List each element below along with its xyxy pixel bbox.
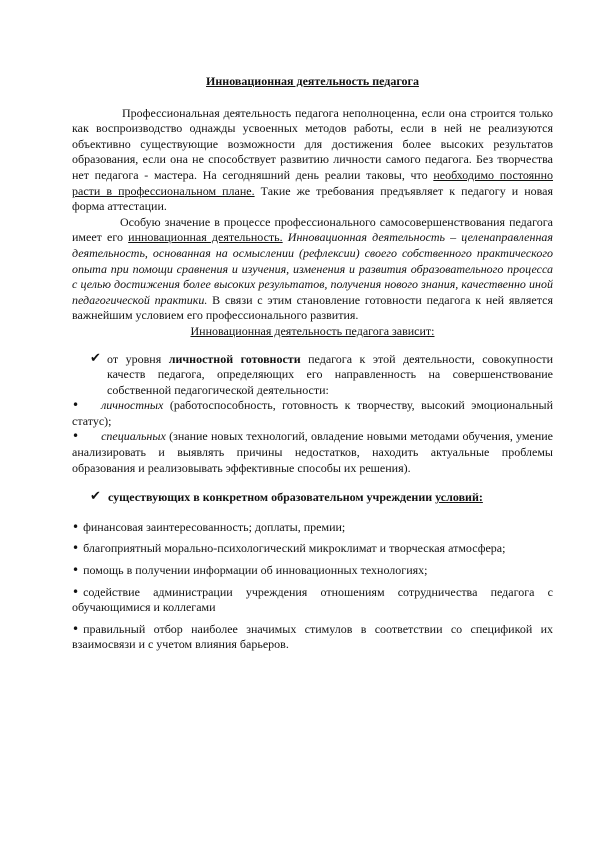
conditions-bold: существующих в конкретном образовательном учреждении <box>108 490 436 505</box>
bullet-icon: • <box>72 584 80 599</box>
innovation-text-1: Особую значение в процессе профессионального самосовершенствования педагога имеет его <box>72 214 553 245</box>
list-item <box>72 541 553 557</box>
condition-text: финансовая заинтересованность; доплаты, премии; <box>83 519 346 534</box>
list-item <box>72 520 553 536</box>
paragraph-intro <box>72 106 553 215</box>
conditions-bold-underlined: условий: <box>435 490 483 505</box>
intro-text-2: Такие же требования предъявляет к педагогу и новая форма аттестации. <box>72 183 553 214</box>
readiness-text-1: от уровня <box>107 351 169 366</box>
readiness-bold: личностной готовности <box>168 351 301 366</box>
bullet-label: личностных <box>101 398 164 413</box>
checkmark-icon: ✔ <box>90 489 101 505</box>
list-item <box>72 563 553 579</box>
bullet-icon: • <box>72 621 80 636</box>
list-item <box>72 429 553 476</box>
section-subheading: Инновационная деятельность педагога зависит: <box>190 323 435 338</box>
bullet-text: (работоспособность, готовность к творчеству, высокий эмоциональный статус); <box>72 398 553 428</box>
bullet-icon: • <box>72 563 80 578</box>
paragraph-innovation <box>72 215 553 324</box>
bullet-icon: • <box>72 429 80 444</box>
bullet-icon: • <box>72 398 80 413</box>
list-item <box>72 585 553 616</box>
readiness-text-2: педагога к этой деятельности, совокупности качеств педагога, определяющих его направленность на совершенствование собственной педагогической деятельности: <box>107 351 553 397</box>
condition-text: благоприятный морально-психологический микроклимат и творческая атмосфера; <box>83 541 506 556</box>
document-title: Инновационная деятельность педагога <box>206 74 419 88</box>
intro-underlined: необходимо постоянно расти в профессиональном плане. <box>72 167 554 198</box>
intro-text-1: Профессиональная деятельность педагога неполноценна, если она строится только как воспроизводство однажды усвоенных методов работы, если в ней не реализуются объективно существующие возможности для достижения более высоких результатов образования, если она не способствует развитию личности самого педагога. Без творчества нет педагога - мастера. На сегодняшний день реалии таковы, что <box>72 105 553 182</box>
condition-text: помощь в получении информации об инновационных технологиях; <box>83 563 428 578</box>
bullet-label: специальных <box>101 429 166 444</box>
list-item <box>72 622 553 653</box>
bullet-icon: • <box>72 541 80 556</box>
bullet-text: (знание новых технологий, овладение новыми методами обучения, умение анализировать и выявлять причины недостатков, находить актуальные проблемы образования и реализовывать эффективные способы их решения). <box>72 429 553 475</box>
check-item-conditions <box>72 490 553 506</box>
checkmark-icon: ✔ <box>90 350 101 366</box>
check-item-readiness <box>72 352 553 399</box>
bullet-icon: • <box>72 519 80 534</box>
list-item <box>72 398 553 429</box>
condition-text: содействие администрации учреждения отношениям сотрудничества педагога с обучающимися и коллегами <box>72 584 553 615</box>
condition-text: правильный отбор наиболее значимых стимулов в соответствии со спецификой их взаимосвязи и с учетом влияния барьеров. <box>72 621 553 652</box>
innovation-definition: Инновационная деятельность – целенаправленная деятельность, основанная на осмыслении (рефлексии) своего собственного практического опыта при помощи сравнения и изучения, изменения и развития образовательного процесса с целью достижения более высоких результатов, получения нового знания, качественно иной педагогической практики. <box>72 230 553 307</box>
innovation-underlined: инновационная деятельность. <box>128 230 283 245</box>
innovation-text-2: В связи с этим становление готовности педагога к ней является важнейшим условием его профессионального развития. <box>72 292 553 323</box>
